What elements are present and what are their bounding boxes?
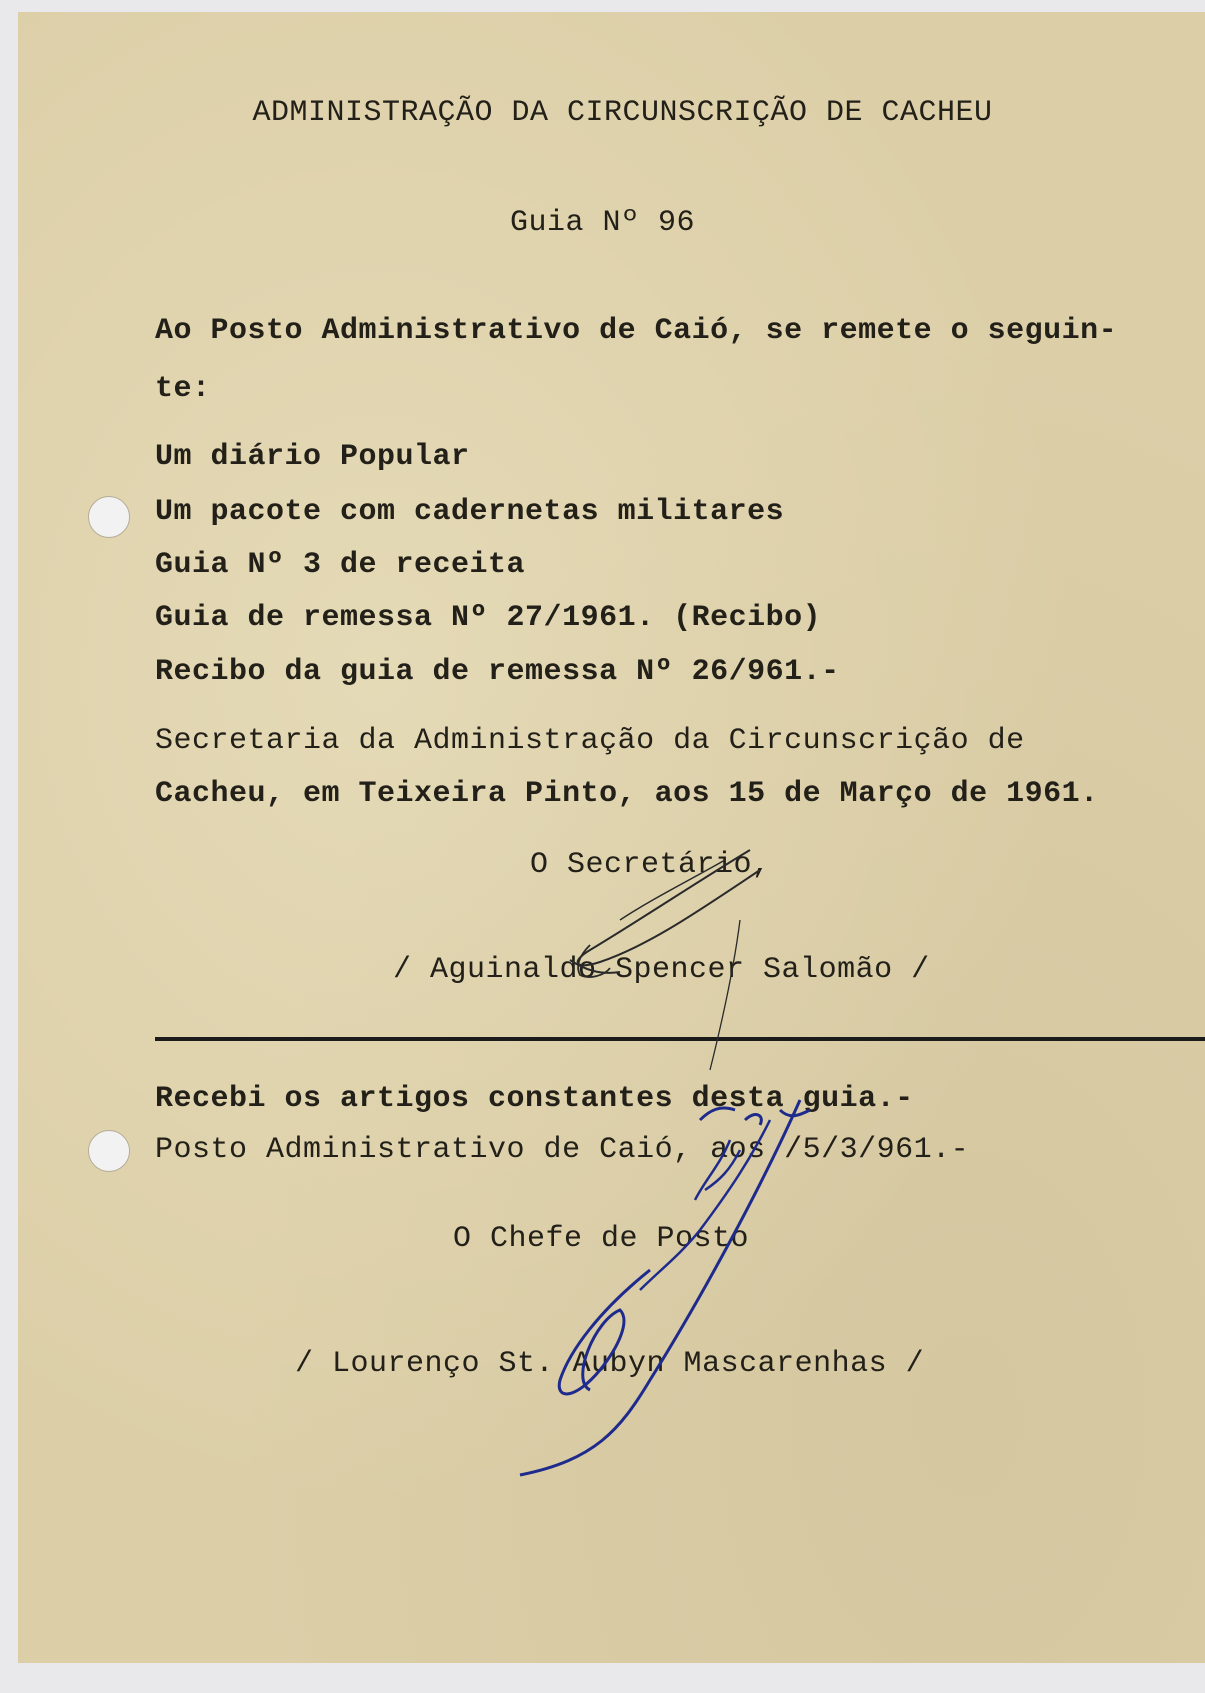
intro-line-2: te: bbox=[155, 372, 211, 406]
list-item: Guia Nº 3 de receita bbox=[155, 548, 526, 582]
guia-number: Guia Nº 96 bbox=[510, 206, 696, 240]
list-item: Um pacote com cadernetas militares bbox=[155, 495, 785, 529]
receiver-name: / Lourenço St. Aubyn Mascarenhas / bbox=[295, 1347, 925, 1381]
sender-role: O Secretário, bbox=[530, 848, 771, 882]
list-item: Um diário Popular bbox=[155, 440, 470, 474]
list-item: Guia de remessa Nº 27/1961. (Recibo) bbox=[155, 601, 822, 635]
punch-hole-bottom bbox=[88, 1130, 130, 1172]
place-date-line-2: Cacheu, em Teixeira Pinto, aos 15 de Março de 1961. bbox=[155, 777, 1099, 811]
receipt-line-1: Recebi os artigos constantes desta guia.- bbox=[155, 1082, 914, 1116]
place-date-line-1: Secretaria da Administração da Circunscrição de bbox=[155, 724, 1025, 758]
list-item: Recibo da guia de remessa Nº 26/961.- bbox=[155, 655, 840, 689]
receipt-line-2: Posto Administrativo de Caió, aos /5/3/961.- bbox=[155, 1133, 970, 1167]
receiver-role: O Chefe de Posto bbox=[453, 1222, 750, 1256]
punch-hole-top bbox=[88, 496, 130, 538]
secretary-signature bbox=[530, 840, 790, 1080]
chief-signature bbox=[500, 1080, 820, 1480]
sender-name: / Aguinaldo Spencer Salomão / bbox=[393, 953, 930, 987]
document-heading: ADMINISTRAÇÃO DA CIRCUNSCRIÇÃO DE CACHEU bbox=[252, 96, 993, 130]
intro-line-1: Ao Posto Administrativo de Caió, se remete o seguin- bbox=[155, 314, 1118, 348]
